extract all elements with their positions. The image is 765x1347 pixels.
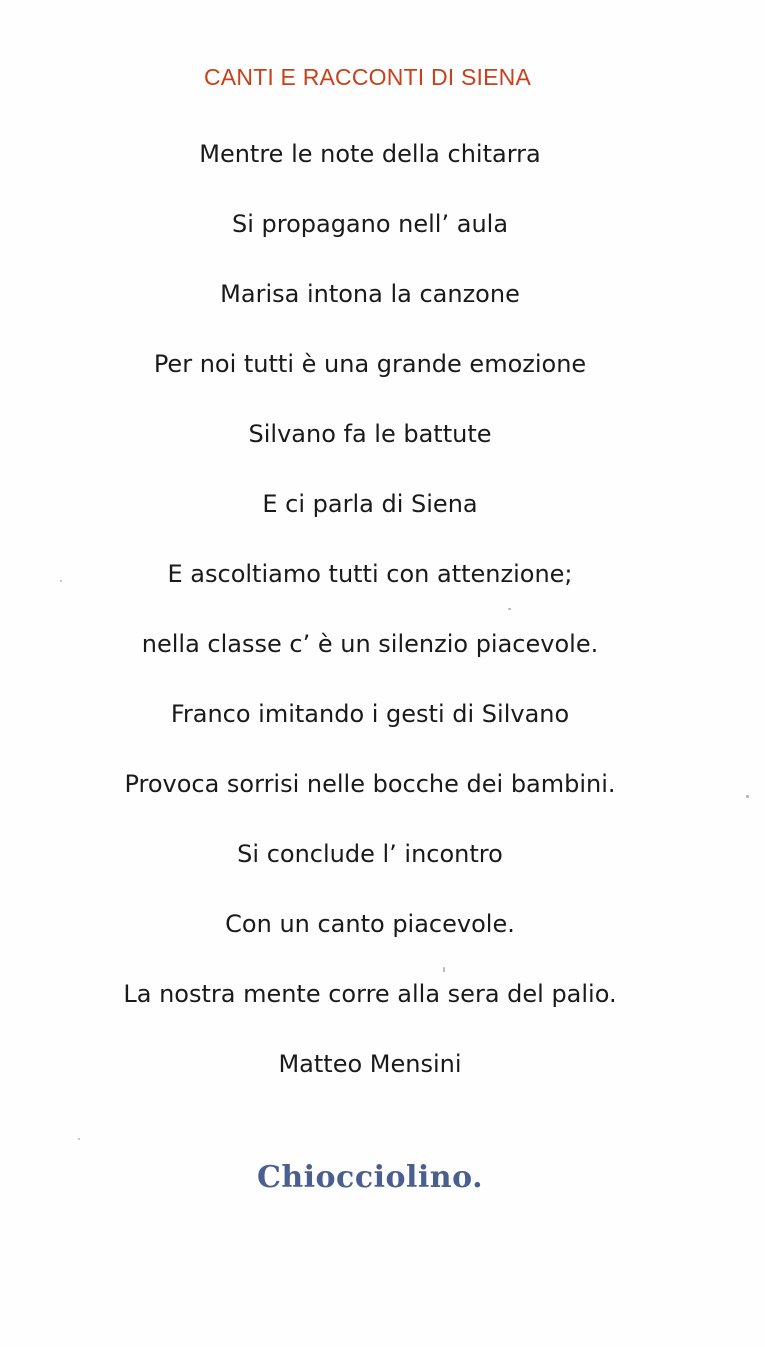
poem-line-4: Per noi tutti è una grande emozione (153, 350, 587, 378)
scan-speck (78, 1138, 80, 1140)
poem-line-9: Franco imitando i gesti di Silvano (170, 700, 570, 728)
poem-line-10: Provoca sorrisi nelle bocche dei bambini. (124, 770, 616, 798)
poem-line-3: Marisa intona la canzone (220, 280, 520, 308)
poem-line-1: Mentre le note della chitarra (199, 140, 541, 168)
poem-line-6: E ci parla di Siena (262, 490, 478, 518)
scan-speck (60, 580, 62, 582)
author-name: Matteo Mensini (278, 1050, 462, 1078)
poem-line-7: E ascoltiamo tutti con attenzione; (167, 560, 573, 588)
poem-line-2: Si propagano nell’ aula (231, 210, 509, 238)
scan-speck (746, 795, 749, 798)
scan-speck (443, 967, 445, 972)
scan-speck (508, 608, 511, 610)
poem-line-11: Si conclude l’ incontro (237, 840, 503, 868)
poem-line-13: La nostra mente corre alla sera del palio. (123, 980, 617, 1008)
signature: Chiocciolino. (256, 1160, 484, 1195)
poem-line-8: nella classe c’ è un silenzio piacevole. (141, 630, 599, 658)
document-title: CANTI E RACCONTI DI SIENA (203, 64, 532, 90)
poem-line-5: Silvano fa le battute (248, 420, 492, 448)
poem-line-12: Con un canto piacevole. (225, 910, 515, 938)
